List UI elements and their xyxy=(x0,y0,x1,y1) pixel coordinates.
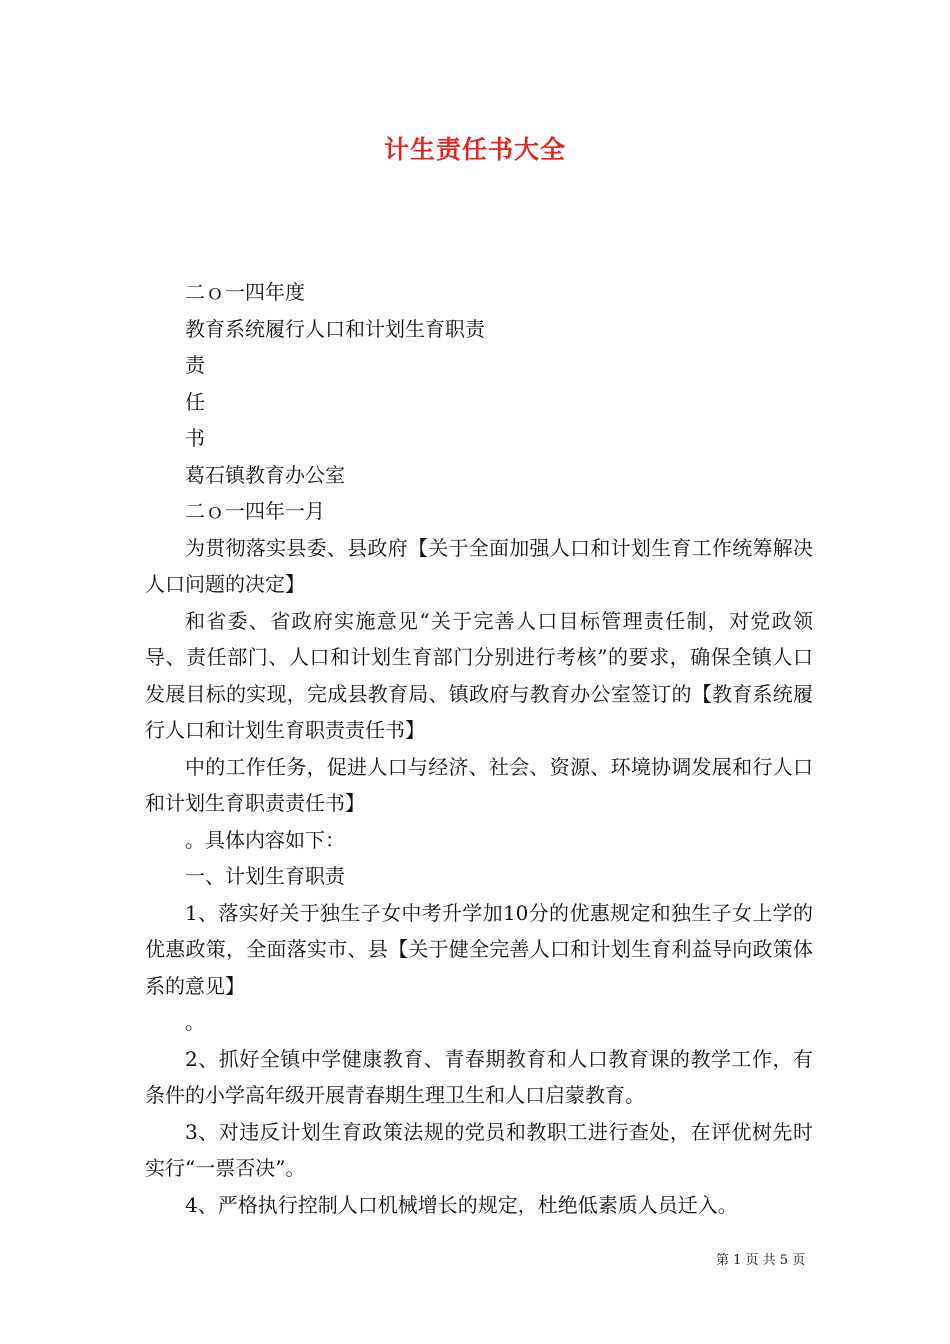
paragraph: 责 xyxy=(185,353,205,377)
paragraph: 和省委、省政府实施意见“关于完善人口目标管理责任制，对党政领导、责任部门、人口和计划生育部门分别进行考核”的要求，确保全镇人口发展目标的实现，完成县教育局、镇政府与教育办公室签订的【教育系统履行人口和计划生育职责责任书】 xyxy=(145,608,813,742)
paragraph: 二ｏ一四年一月 xyxy=(185,499,325,523)
paragraph: 2、抓好全镇中学健康教育、青春期教育和人口教育课的教学工作，有条件的小学高年级开展青春期生理卫生和人口启蒙教育。 xyxy=(145,1046,813,1107)
paragraph: 4、严格执行控制人口机械增长的规定，杜绝低素质人员迁入。 xyxy=(185,1192,738,1217)
paragraph: 书 xyxy=(185,426,205,450)
paragraph: 3、对违反计划生育政策法规的党员和教职工进行查处，在评优树先时实行“一票否决”。 xyxy=(145,1119,813,1180)
paragraph: 1、落实好关于独生子女中考升学加10分的优惠规定和独生子女上学的优惠政策，全面落实市、县【关于健全完善人口和计划生育利益导向政策体系的意见】 xyxy=(145,900,813,998)
document-body xyxy=(145,274,813,1223)
paragraph: 葛石镇教育办公室 xyxy=(185,462,345,487)
paragraph: 一、计划生育职责 xyxy=(185,864,345,888)
paragraph: 中的工作任务，促进人口与经济、社会、资源、环境协调发展和行人口和计划生育职责责任书】 xyxy=(145,754,813,815)
document-title: 计生责任书大全 xyxy=(383,135,566,164)
page-number-footer: 第 1 页 共 5 页 xyxy=(716,1253,806,1268)
paragraph: 。 xyxy=(185,1010,205,1034)
paragraph: 二ｏ一四年度 xyxy=(185,280,305,304)
paragraph: 。具体内容如下： xyxy=(185,827,345,852)
paragraph: 为贯彻落实县委、县政府【关于全面加强人口和计划生育工作统筹解决人口问题的决定】 xyxy=(145,535,813,596)
paragraph: 教育系统履行人口和计划生育职责 xyxy=(185,316,485,341)
paragraph: 任 xyxy=(185,389,205,414)
